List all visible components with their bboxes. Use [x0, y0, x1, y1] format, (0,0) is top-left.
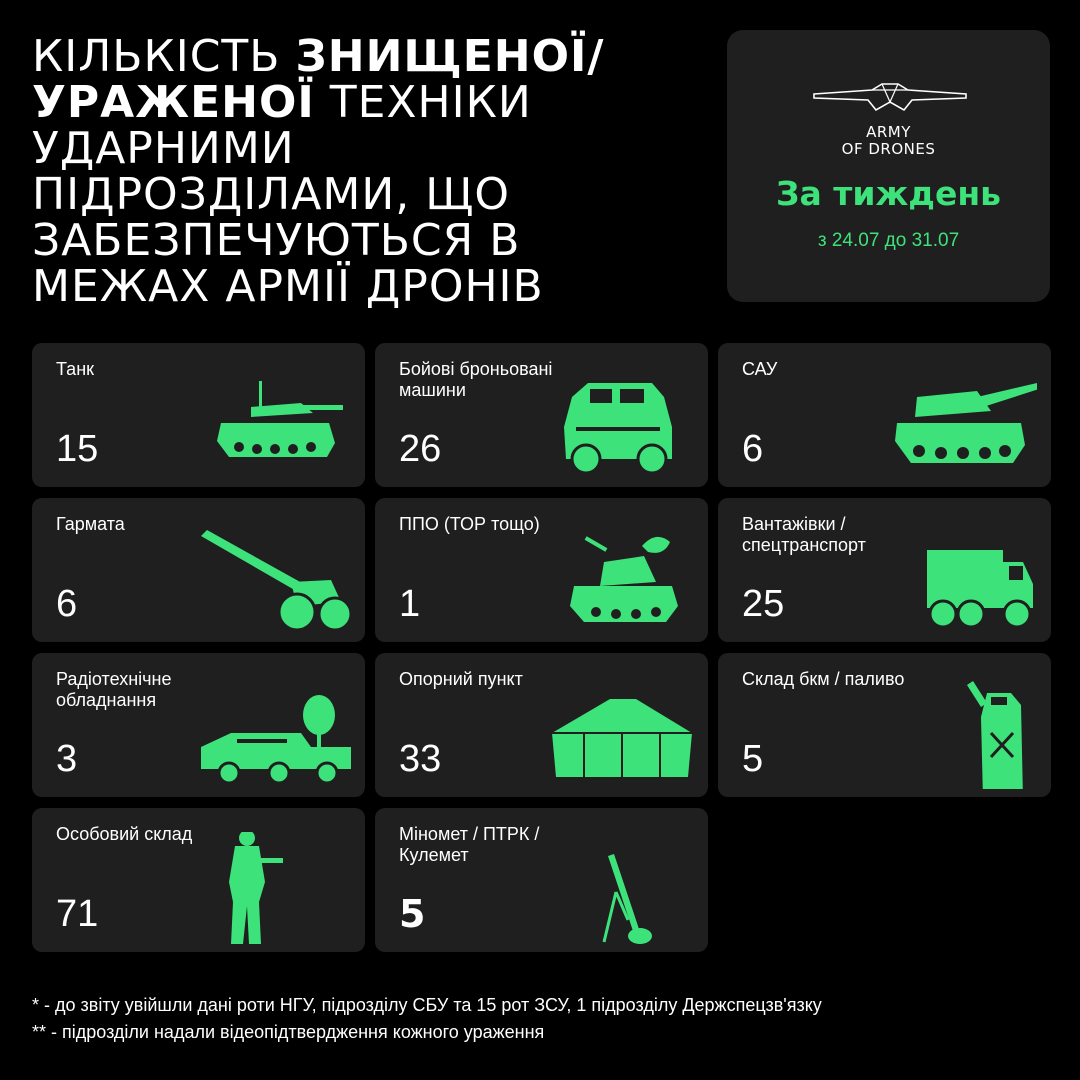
card-count: 15 — [56, 428, 99, 470]
card-label: Гармата — [56, 514, 125, 534]
stat-card-air-defense — [375, 498, 708, 642]
card-label: Радіотехнічне обладнання — [56, 669, 172, 710]
card-count: 3 — [56, 738, 78, 780]
headline-text: КІЛЬКІСТЬ — [32, 31, 296, 82]
headline-emphasis: УРАЖЕНОЇ — [32, 77, 315, 128]
card-label: Міномет / ПТРК /Кулемет — [399, 824, 540, 865]
stat-card-tank — [32, 343, 365, 487]
logo-text-army: ARMY — [866, 123, 911, 141]
howitzer-icon — [201, 522, 351, 634]
stat-card-armored-vehicles — [375, 343, 708, 487]
tent-icon — [544, 677, 694, 789]
self-propelled-gun-icon — [887, 367, 1037, 479]
stat-card-depot — [718, 653, 1051, 797]
stat-card-mortar — [375, 808, 708, 952]
jerrycan-icon — [887, 677, 1037, 789]
stat-card-spg — [718, 343, 1051, 487]
card-label: Особовий склад — [56, 824, 193, 844]
stat-card-howitzer — [32, 498, 365, 642]
headline-line-4: ПІДРОЗДІЛАМИ, ЩО — [32, 169, 510, 220]
radar-vehicle-icon — [201, 677, 351, 789]
mortar-icon — [544, 832, 694, 944]
headline-line-1 — [32, 31, 712, 82]
card-count: 71 — [56, 893, 99, 935]
card-label: САУ — [742, 359, 778, 379]
stat-card-radio-equipment — [32, 653, 365, 797]
stat-card-personnel — [32, 808, 365, 952]
headline-line-3: УДАРНИМИ — [32, 123, 295, 174]
card-label: ППО (ТОР тощо) — [399, 514, 540, 534]
footnote-sources: * - до звіту увійшли дані роти НГУ, підрозділу СБУ та 15 рот ЗСУ, 1 підрозділу Держспецзв'язку — [32, 995, 822, 1015]
card-count: 5 — [742, 738, 764, 780]
card-label: Опорний пункт — [399, 669, 523, 689]
headline-text: ТЕХНІКИ — [314, 77, 532, 128]
card-label: Бойові броньовані машини — [399, 359, 553, 400]
stat-card-stronghold — [375, 653, 708, 797]
card-count: 6 — [56, 583, 78, 625]
soldier-icon — [201, 832, 351, 944]
headline-line-6: МЕЖАХ АРМІЇ ДРОНІВ — [32, 261, 544, 312]
headline-line-2 — [32, 77, 712, 128]
card-label: Вантажівки / спецтранспорт — [742, 514, 866, 555]
page-headline — [32, 31, 712, 312]
card-count: 1 — [399, 583, 421, 625]
stat-card-trucks — [718, 498, 1051, 642]
period-summary-card — [727, 30, 1050, 302]
card-count: 6 — [742, 428, 764, 470]
truck-icon — [887, 522, 1037, 634]
period-title: За тиждень — [776, 174, 1001, 213]
tank-icon — [201, 367, 351, 479]
card-label: Склад бкм / паливо — [742, 669, 905, 689]
card-label: Танк — [56, 359, 95, 379]
air-defense-icon — [544, 522, 694, 634]
headline-line-5: ЗАБЕЗПЕЧУЮТЬСЯ В — [32, 215, 521, 266]
armored-vehicle-icon — [544, 367, 694, 479]
footnote-verification: ** - підрозділи надали відеопідтвердження кожного ураження — [32, 1022, 545, 1042]
headline-emphasis: ЗНИЩЕНОЇ/ — [295, 31, 605, 82]
period-range: з 24.07 до 31.07 — [817, 230, 960, 251]
drone-logo-icon — [812, 82, 968, 116]
card-count: 5 — [399, 892, 426, 936]
card-count: 25 — [742, 583, 785, 625]
card-count: 26 — [399, 428, 442, 470]
card-count: 33 — [399, 738, 442, 780]
logo-text-of-drones: OF DRONES — [841, 140, 936, 158]
